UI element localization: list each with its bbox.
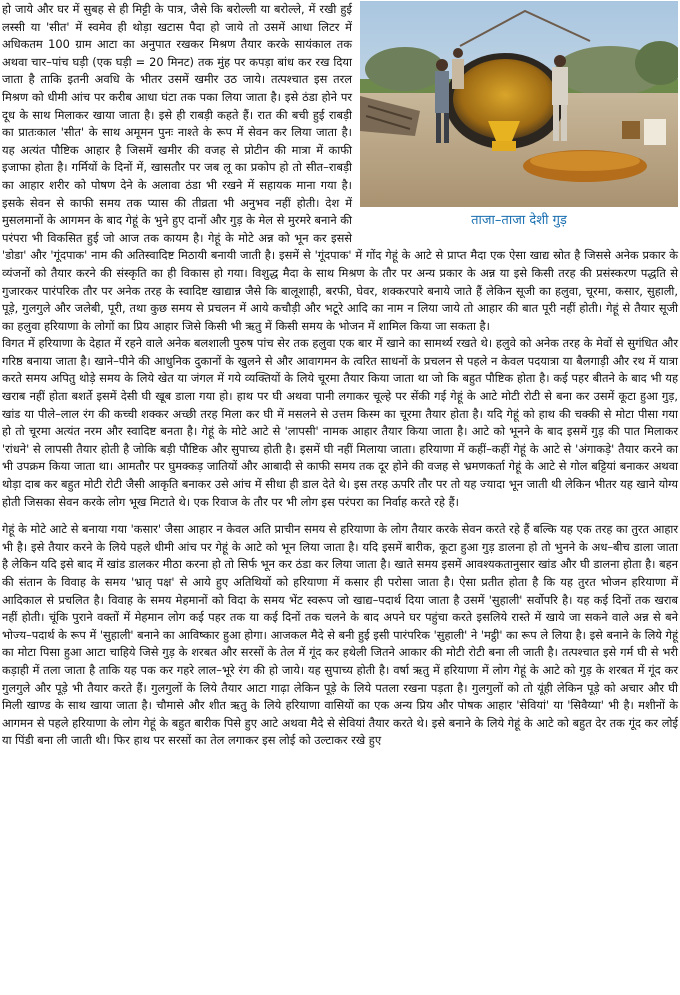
jaggery-photo: [360, 1, 678, 207]
paragraph-3: गेहूं के मोटे आटे से बनाया गया 'कसार' जैसा आहार न केवल अति प्राचीन समय से हरियाणा के लोग तैयार करके सेवन करते रहे हैं बल्कि यह एक तरह का तुरत आहार भी है। इसे तैयार करने के लिये पहले धीमी आंच पर गेहूं के आटे को भून लिया जाता है। यदि इसमें बारीक, कूटा हुआ गुड़ डालना हो तो भुनने के अध–बीच डाला जाता है लेकिन यदि इसे बाद में खांड डालकर मीठा करना हो तो सिर्फ भून कर ठंडा कर लिया जाता है। खाते समय इसमें आवश्यकतानुसार खांड और घी डालना होता है। बहन की संतान के विवाह के समय 'भ्रातृ पक्ष' से आये हुए अतिथियों को हरियाणा में कसार ही परोसा जाता है। ऐसा प्रतीत होता है कि यह तुरत भोजन हरियाणा में आदिकाल से प्रचलित है। विवाह के समय मेहमानों को विदा के समय भेंट स्वरूप जो खाद्य–पदार्थ दिया जाता है उसमें 'सुहाली' सर्वोपरि है। यह कई दिनों तक खराब नहीं होती। चूंकि पुराने वक्तों में मेहमान लोग कई पहर तक या कई दिनों तक चलने के बाद अपने घर पहुंचा करते इसलिये रास्ते में खाये जा सकने वाले अन्न से बने भोज्य–पदार्थ के रूप में 'सुहाली' बनाने का आविष्कार हुआ होगा। आजकल मैदे से बनी हुई इसी पारंपरिक 'सुहाली' ने 'मट्ठी' का रूप ले लिया है। इसे बनाने के लिये गेहूं का मोटा पिसा हुआ आटा चाहिये जिसे गुड़ के शरबत और सरसों के तेल में गूंद कर हथेली जितने आकार की मोटी रोटी बना ली जाती है। तत्पश्चात इसे गर्म घी से भरी कड़ाही में तला जाता है ताकि यह पक कर गहरे लाल–भूरे रंग की हो जाये। यह सुपाच्य होती है। वर्षा ऋतु में हरियाणा में लोग गेहूं के आटे को गुड़ के शरबत में गूंद कर गुलगुले और पूड़े भी तैयार करते हैं। गुलगुलों के लिये तैयार आटा गाढ़ा लेकिन पूड़े के लिये पतला रखना पड़ता है। गुलगुलों को तो यूंही लेकिन पूड़े को अचार और घी मिली खाण्ड के साथ खाया जाता है। चौमासे और शीत ऋतु के लिये हरियाणा वासियों का एक अन्य प्रिय और पोषक आहार 'सेवियां' या 'सिवैय्या' भी है। मशीनों के आगमन से पहले हरियाणा के लोग गेहूं के बहुत बारीक पिसे हुए आटे अथवा मैदे से सेवियां तैयार करते थे। इसे बनाने के लिये गेहूं के आटे को बहुत देर तक गूंद कर लोई या पिंडी बना ली जाती थी। फिर हाथ पर सरसों का तेल लगाकर इस लोई को उल्टाकर रखे हुए: [2, 522, 679, 748]
article-body: [2, 1, 678, 750]
paragraph-1: हो जाये और घर में सुबह से ही मिट्टी के पात्र, जैसे कि बरोल्ली या बरोल्ले, में रखी हुई लस्सी या 'सीत' में स्वमेव ही थोड़ा खटास पैदा हो जाये तो उसमें आधा लिटर में अधिकतम 100 ग्राम आटा का अनुपात रखकर मिश्रण तैयार करके सायंकाल तक अथवा चार–पांच घड़ी (एक घड़ी = 20 मिनट) तक मुंह पर कपड़ा बांध कर रख दिया जाता है ताकि इतनी अवधि के भीतर उसमें खमीर उठ जाये। तत्पश्चात इस तरल मिश्रण को धीमी आंच पर करीब आधा घंटा तक पका लिया जाता है। इसे ठंडा होने पर दूध के साथ मिलाकर खाया जाता है। इसे ही राबड़ी कहते हैं। रात की बची हुई राबड़ी का प्रातःकाल 'सीत' के साथ अमूमन पुनः नाश्ते के रूप में सेवन कर लिया जाता है। यह अत्यंत पौष्टिक आहार है जिसमें खमीर की वजह से प्रोटीन की मात्रा में काफी इजाफा होता है। गर्मियों के दिनों में, खासतौर पर जब लू का प्रकोप हो तो सीत–राबड़ी का आहार शरीर को पोषण देने के अलावा ठंडा भी रखने में सहायक माना गया है। इसके सेवन से काफी समय तक प्यास की तीव्रता भी अनुभव नहीं होती। देश में मुसलमानों के आगमन के बाद गेहूं के भुने हुए दानों और गुड़ के मेल से मुरमरे बनाने की परंपरा भी विकसित हुई जो आज तक कायम है। गेहूं के मोटे अन्न को भून कर इससे 'डोडा' और 'गूंदपाक' नाम की अतिस्वादिष्ट मिठायी बनायी जाती है। इसमें से 'गूंदपाक' में गोंद गेहूं के आटे से प्राप्त मैदा एक ऐसा खाद्य स्रोत है जिससे अनेक प्रकार के व्यंजनों को तैयार करने की संस्कृति का ही विकास हो गया। विशुद्ध मैदा के साथ मिश्रण के तौर पर अन्य प्रकार के अन्न या इसे किसी तरह की प्रसंस्करण पद्धति से गुजारकर पारंपरिक तौर पर अनेक तरह के स्वादिष्ट खाद्यान्न जैसे कि बालूशाही, बरफी, घेवर, शक्करपारे बनाये जाते हैं लेकिन सूजी का हलुवा, चूरमा, कसार, सुहाली, पूड़े, गुलगुले और जलेबी, पूरी, तथा कुछ समय से प्रचलन में आये कचौड़ी और भटूरे आदि का नाम न लिया जाये तो आहार की बात पूरी नहीं होती। गेहूं से तैयार सूजी का हलुवा हरियाणा के लोगों का प्रिय आहार जिसे किसी भी ऋतु में किसी समय के भोजन में शामिल किया जा सकता है।: [2, 2, 678, 333]
photo-figure: [360, 1, 678, 228]
photo-caption: ताजा–ताजा देशी गुड़: [471, 213, 567, 228]
paragraph-2: विगत में हरियाणा के देहात में रहने वाले अनेक बलशाली पुरुष पांच सेर तक हलुवा एक बार में खाने का सामर्थ्य रखते थे। हलुवे को अनेक तरह के मेवों से सुगंधित और गरिष्ठ बनाया जाता है। खाने–पीने की आधुनिक दुकानों के खुलने से और आवागमन के त्वरित साधनों के प्रचलन से पहले न केवल पदयात्रा या बैलगाड़ी और रथ में यात्रा करते समय अपितु थोड़े समय के लिये खेत या जंगल में गये व्यक्तियों के लिये चूरमा तैयार किया जाता था जो कि बहुत पौष्टिक होता है। कई पहर बीतने के बाद भी यह खराब नहीं होता बशर्ते इसमें देसी घी खूब डाला गया हो। हाथ पर घी अथवा पानी लगाकर चूल्हे पर सेंकी गई गेहूं के आटे मोटी रोटी से बना कर उसमें कूटा हुआ गुड़, खांड या पीले–लाल रंग की कच्ची शक्कर अच्छी तरह मिला कर घी में मसलने से उत्तम किस्म का चूरमा तैयार होता है। यदि गेहूं को हाथ की चक्की से मोटा पीसा गया हो तो चूरमा अत्यंत नरम और स्वादिष्ट बनता है। गेहूं के मोटे आटे से 'लापसी' नामक आहार तैयार किया जाता है। आटे को भूनने के बाद इसमें गुड़ की पात मिलाकर 'रांधने' से लापसी तैयार होती है जोकि बड़ी पौष्टिक और सुपाच्य होती है। इसमें घी नहीं मिलाया जाता। हरियाणा में कहीं–कहीं गेहूं के आटे से 'अंगाकड़े' तैयार करने का भी उपक्रम किया जाता था। आमतौर पर घुमक्कड़ जातियों और आबादी से काफी समय तक दूर होने की वजह से भ्रमणकर्ता गेहूं के आटे से गोल बट्टियां बनाकर अथवा थोड़ा दाब कर बहुत मोटी रोटी जैसी आकृति बनाकर उसे आंच में सीधा ही डाल देते थे। इस तरह ऊपरि तौर पर तो यह ज्यादा भून जाती थी लेकिन भीतर यह खाने योग्य होती जिसका सेवन करके लोग भूख मिटाते थे। एक रिवाज के तौर पर भी लोग इस परंपरा का निर्वाह करते रहे हैं।: [2, 336, 678, 509]
article-page: [2, 1, 678, 750]
